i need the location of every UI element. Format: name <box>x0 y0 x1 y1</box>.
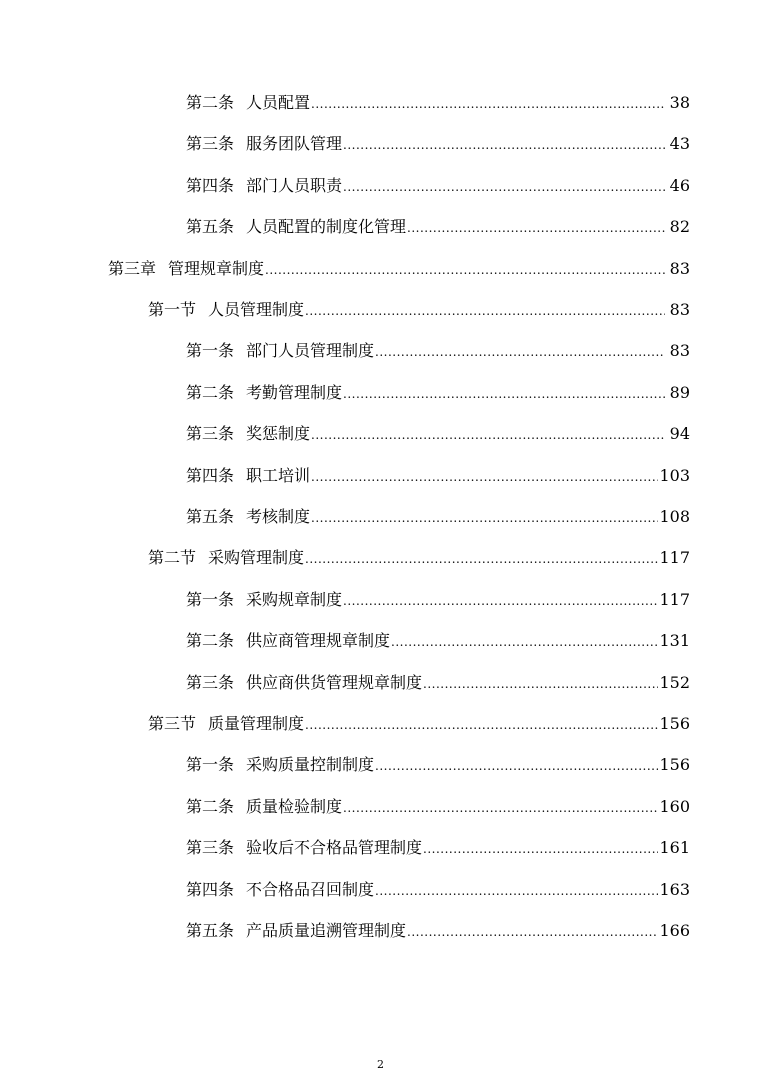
toc-entry-chapter[interactable] <box>108 254 690 284</box>
dot-leader <box>311 420 665 450</box>
toc-entry-number: 第二节 <box>148 548 197 567</box>
toc-entry-article[interactable] <box>186 502 690 532</box>
toc-entry-number: 第四条 <box>186 880 235 899</box>
toc-entry-article[interactable] <box>186 336 690 366</box>
toc-entry-article[interactable] <box>186 378 690 408</box>
toc-entry-title: 职工培训 <box>246 466 311 485</box>
toc-entry-number: 第四条 <box>186 176 235 195</box>
toc-entry-title: 人员配置 <box>246 93 311 112</box>
toc-entry-title: 人员管理制度 <box>208 300 305 319</box>
toc-entry-number: 第二条 <box>186 93 235 112</box>
dot-leader <box>305 296 665 326</box>
toc-entry-page: 117 <box>659 548 690 567</box>
toc-entry-title: 考勤管理制度 <box>246 383 343 402</box>
dot-leader <box>343 379 665 409</box>
toc-entry-article[interactable] <box>186 419 690 449</box>
dot-leader <box>375 751 658 781</box>
toc-entry-number: 第五条 <box>186 921 235 940</box>
toc-entry-title: 奖惩制度 <box>246 424 311 443</box>
toc-entry-number: 第三条 <box>186 838 235 857</box>
toc-entry-number: 第二条 <box>186 631 235 650</box>
toc-entry-page: 94 <box>669 424 690 443</box>
toc-entry-article[interactable] <box>186 792 690 822</box>
dot-leader <box>375 337 665 367</box>
toc-entry-page: 156 <box>659 714 690 733</box>
dot-leader <box>311 462 658 492</box>
toc-entry-title: 产品质量追溯管理制度 <box>246 921 407 940</box>
toc-entry-number: 第四条 <box>186 466 235 485</box>
toc-entry-page: 83 <box>669 300 690 319</box>
toc-entry-number: 第五条 <box>186 217 235 236</box>
toc-entry-title: 考核制度 <box>246 507 311 526</box>
toc-entry-number: 第一条 <box>186 341 235 360</box>
dot-leader <box>311 89 665 119</box>
dot-leader <box>343 172 665 202</box>
toc-entry-article[interactable] <box>186 626 690 656</box>
toc-entry-section[interactable] <box>148 709 690 739</box>
toc-entry-page: 103 <box>659 466 690 485</box>
toc-entry-title: 不合格品召回制度 <box>246 880 375 899</box>
toc-entry-page: 163 <box>659 880 690 899</box>
dot-leader <box>305 544 658 574</box>
toc-entry-section[interactable] <box>148 295 690 325</box>
page-number: 2 <box>377 1058 384 1071</box>
toc-entry-page: 152 <box>659 673 690 692</box>
toc-entry-page: 38 <box>669 93 690 112</box>
dot-leader <box>265 255 665 285</box>
toc-entry-title: 部门人员职责 <box>246 176 343 195</box>
toc-entry-page: 161 <box>659 838 690 857</box>
toc-entry-page: 156 <box>659 755 690 774</box>
toc-entry-number: 第一条 <box>186 755 235 774</box>
toc-entry-number: 第三条 <box>186 673 235 692</box>
toc-entry-page: 160 <box>659 797 690 816</box>
dot-leader <box>407 917 658 947</box>
toc-entry-title: 供应商管理规章制度 <box>246 631 391 650</box>
toc-entry-title: 供应商供货管理规章制度 <box>246 673 423 692</box>
toc-entry-page: 46 <box>669 176 690 195</box>
toc-entry-page: 166 <box>659 921 690 940</box>
toc-entry-article[interactable] <box>186 916 690 946</box>
toc-entry-article[interactable] <box>186 129 690 159</box>
toc-entry-article[interactable] <box>186 750 690 780</box>
toc-entry-title: 采购质量控制制度 <box>246 755 375 774</box>
dot-leader <box>305 710 658 740</box>
toc-entry-number: 第三条 <box>186 134 235 153</box>
dot-leader <box>423 669 658 699</box>
dot-leader <box>311 503 658 533</box>
dot-leader <box>391 627 658 657</box>
toc-entry-page: 43 <box>669 134 690 153</box>
toc-entry-article[interactable] <box>186 833 690 863</box>
toc-entry-title: 部门人员管理制度 <box>246 341 375 360</box>
dot-leader <box>407 213 665 243</box>
toc-entry-page: 82 <box>669 217 690 236</box>
dot-leader <box>343 793 658 823</box>
toc-entry-article[interactable] <box>186 212 690 242</box>
toc-entry-number: 第三章 <box>108 259 157 278</box>
toc-entry-number: 第一节 <box>148 300 197 319</box>
toc-entry-article[interactable] <box>186 171 690 201</box>
dot-leader <box>343 586 658 616</box>
toc-entry-article[interactable] <box>186 668 690 698</box>
toc-entry-article[interactable] <box>186 875 690 905</box>
toc-entry-title: 质量检验制度 <box>246 797 343 816</box>
toc-entry-title: 采购规章制度 <box>246 590 343 609</box>
toc-entry-title: 采购管理制度 <box>208 548 305 567</box>
toc-entry-section[interactable] <box>148 543 690 573</box>
toc-entry-article[interactable] <box>186 88 690 118</box>
toc-entry-article[interactable] <box>186 585 690 615</box>
toc-entry-number: 第五条 <box>186 507 235 526</box>
toc-entry-title: 人员配置的制度化管理 <box>246 217 407 236</box>
toc-entry-number: 第一条 <box>186 590 235 609</box>
toc-entry-page: 117 <box>659 590 690 609</box>
toc-entry-title: 验收后不合格品管理制度 <box>246 838 423 857</box>
dot-leader <box>343 130 665 160</box>
toc-entry-number: 第三节 <box>148 714 197 733</box>
dot-leader <box>375 876 658 906</box>
toc-entry-number: 第三条 <box>186 424 235 443</box>
toc-entry-page: 83 <box>669 259 690 278</box>
toc-entry-title: 管理规章制度 <box>168 259 265 278</box>
toc-entry-page: 108 <box>659 507 690 526</box>
toc-entry-page: 131 <box>659 631 690 650</box>
toc-entry-page: 89 <box>669 383 690 402</box>
toc-entry-page: 83 <box>669 341 690 360</box>
toc-entry-article[interactable] <box>186 461 690 491</box>
toc-entry-title: 服务团队管理 <box>246 134 343 153</box>
toc-entry-title: 质量管理制度 <box>208 714 305 733</box>
toc-entry-number: 第二条 <box>186 383 235 402</box>
dot-leader <box>423 834 658 864</box>
toc-entry-number: 第二条 <box>186 797 235 816</box>
